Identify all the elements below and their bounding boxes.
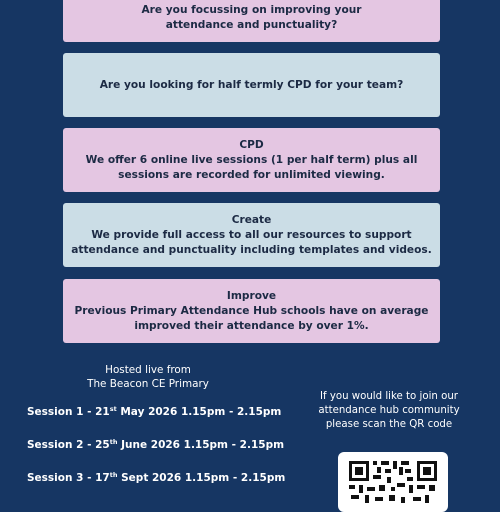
card-text: Are you focussing on improving your <box>141 4 362 16</box>
session-ordinal: th <box>109 438 118 446</box>
join-info <box>303 390 475 432</box>
card-text: sessions are recorded for unlimited viewing. <box>118 168 385 181</box>
card-text: We provide full access to all our resources to support <box>91 228 412 241</box>
question-card-attendance <box>63 0 440 42</box>
card-title: CPD <box>239 138 264 151</box>
session-2 <box>27 438 284 451</box>
session-3 <box>27 471 285 484</box>
session-1 <box>27 405 281 418</box>
card-text: improved their attendance by over 1%. <box>134 319 369 332</box>
card-text: We offer 6 online live sessions (1 per half term) plus all <box>85 153 418 166</box>
session-ordinal: th <box>109 471 118 479</box>
question-card-cpd <box>63 53 440 117</box>
hosted-info <box>60 363 236 391</box>
qr-code-icon <box>347 459 439 505</box>
join-line: If you would like to join our <box>320 391 458 402</box>
session-text: June 2026 1.15pm - 2.15pm <box>117 439 285 451</box>
card-title: Improve <box>226 289 277 302</box>
session-text: Sept 2026 1.15pm - 2.15pm <box>117 472 286 484</box>
session-text: Session 2 - 25 <box>27 439 110 451</box>
session-ordinal: st <box>109 405 117 413</box>
card-text: attendance and punctuality? <box>165 19 338 31</box>
join-line: attendance hub community <box>318 405 460 416</box>
card-text: attendance and punctuality including templates and videos. <box>71 243 432 256</box>
session-text: Session 1 - 21 <box>27 406 110 418</box>
card-text: Are you looking for half termly CPD for your team? <box>99 78 404 91</box>
card-title: Create <box>231 213 272 226</box>
info-card-improve <box>63 279 440 343</box>
info-card-create <box>63 203 440 267</box>
session-text: Session 3 - 17 <box>27 472 110 484</box>
qr-code[interactable] <box>338 452 448 512</box>
hosted-line: Hosted live from <box>105 364 191 376</box>
session-text: May 2026 1.15pm - 2.15pm <box>116 406 282 418</box>
card-text: Previous Primary Attendance Hub schools have on average <box>74 304 429 317</box>
join-line: please scan the QR code <box>325 419 453 430</box>
hosted-venue: The Beacon CE Primary <box>87 378 209 390</box>
info-card-cpd <box>63 128 440 192</box>
